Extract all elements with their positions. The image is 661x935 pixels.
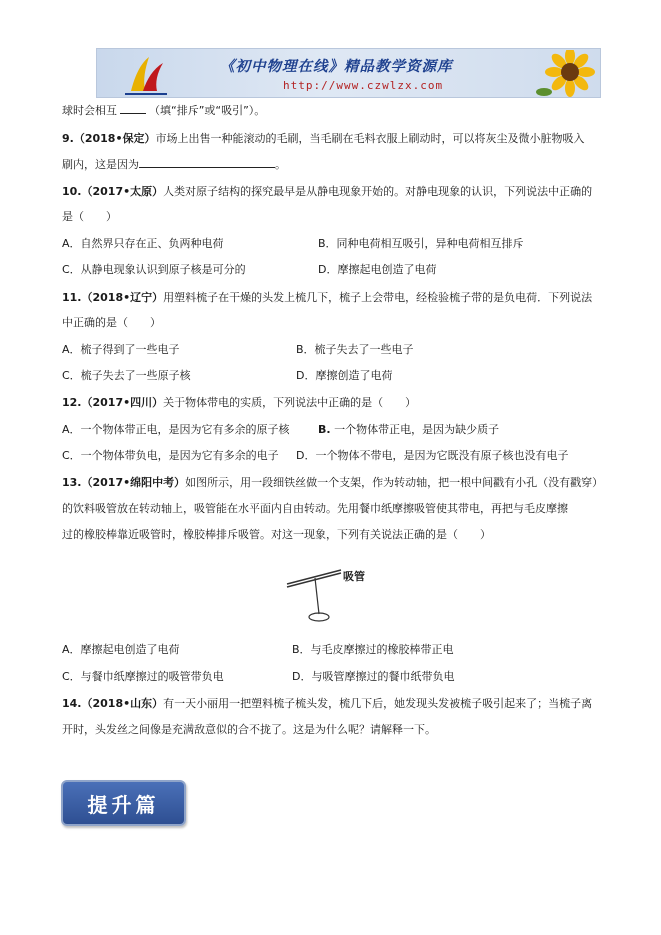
sunflower-icon	[536, 50, 596, 98]
option-d: D．摩擦创造了电荷	[296, 369, 393, 382]
answer-blank[interactable]	[120, 113, 146, 114]
question-9-line2: 刷内，这是因为 。	[62, 158, 286, 171]
straw-label: 吸管	[343, 570, 365, 583]
option-a: A．梳子得到了一些电子	[62, 343, 180, 356]
question-14-line2: 开时，头发丝之间像是充满敌意似的合不拢了。这是为什么呢？请解释一下。	[62, 723, 436, 736]
option-b: B. 一个物体带正电，是因为缺少质子	[318, 423, 500, 436]
option-c: C．一个物体带负电，是因为它有多余的电子	[62, 449, 279, 462]
question-13-line2: 的饮料吸管放在转动轴上，吸管能在水平面内自由转动。先用餐巾纸摩擦吸管使其带电，再把与毛皮摩擦	[62, 502, 568, 515]
option-d: D．与吸管摩擦过的餐巾纸带负电	[292, 670, 455, 683]
banner-title: 《初中物理在线》精品教学资源库	[220, 58, 453, 75]
question-14: 14.（2018•山东）有一天小丽用一把塑料梳子梳头发，梳几下后，她发现头发被梳子吸引起来了；当梳子离	[62, 697, 593, 710]
question-11: 11.（2018•辽宁）用塑料梳子在干燥的头发上梳几下，梳子上会带电，经检验梳子带的是负电荷．下列说法	[62, 291, 593, 304]
option-b: B．与毛皮摩擦过的橡胶棒带正电	[292, 643, 454, 656]
text-line: 球时会相互 （填“排斥”或“吸引”）。	[62, 104, 266, 117]
option-c: C．从静电现象认识到原子核是可分的	[62, 263, 246, 276]
question-13-line3: 过的橡胶棒靠近吸管时，橡胶棒排斥吸管。对这一现象，下列有关说法正确的是（ ）	[62, 528, 491, 541]
answer-blank[interactable]	[139, 167, 275, 168]
section-badge: 提升篇	[61, 780, 186, 826]
header-banner	[96, 48, 601, 98]
option-d: D．一个物体不带电，是因为它既没有原子核也没有电子	[296, 449, 569, 462]
option-b: B．同种电荷相互吸引，异种电荷相互排斥	[318, 237, 524, 250]
option-a: A．一个物体带正电，是因为它有多余的原子核	[62, 423, 290, 436]
option-c: C．梳子失去了一些原子核	[62, 369, 191, 382]
question-11-line2: 中正确的是（ ）	[62, 316, 161, 329]
option-b: B．梳子失去了一些电子	[296, 343, 414, 356]
question-12: 12.（2017•四川）关于物体带电的实质，下列说法中正确的是（ ）	[62, 396, 417, 409]
question-13: 13.（2017•绵阳中考）如图所示，用一段细铁丝做一个支架，作为转动轴，把一根中间戳有小孔（没有戳穿）	[62, 476, 604, 489]
option-d: D．摩擦起电创造了电荷	[318, 263, 437, 276]
option-a: A．自然界只存在正、负两种电荷	[62, 237, 224, 250]
question-10-line2: 是（ ）	[62, 210, 117, 223]
option-a: A．摩擦起电创造了电荷	[62, 643, 180, 656]
logo-icon	[123, 55, 169, 95]
question-10: 10.（2017•太原）人类对原子结构的探究最早是从静电现象开始的。对静电现象的认识，下列说法中正确的	[62, 185, 593, 198]
banner-url: http://www.czwlzx.com	[283, 79, 444, 92]
option-c: C．与餐巾纸摩擦过的吸管带负电	[62, 670, 224, 683]
question-9: 9.（2018•保定）市场上出售一种能滚动的毛刷，当毛刷在毛料衣服上刷动时，可以将灰尘及微小脏物吸入	[62, 132, 585, 145]
straw-figure	[283, 566, 373, 626]
